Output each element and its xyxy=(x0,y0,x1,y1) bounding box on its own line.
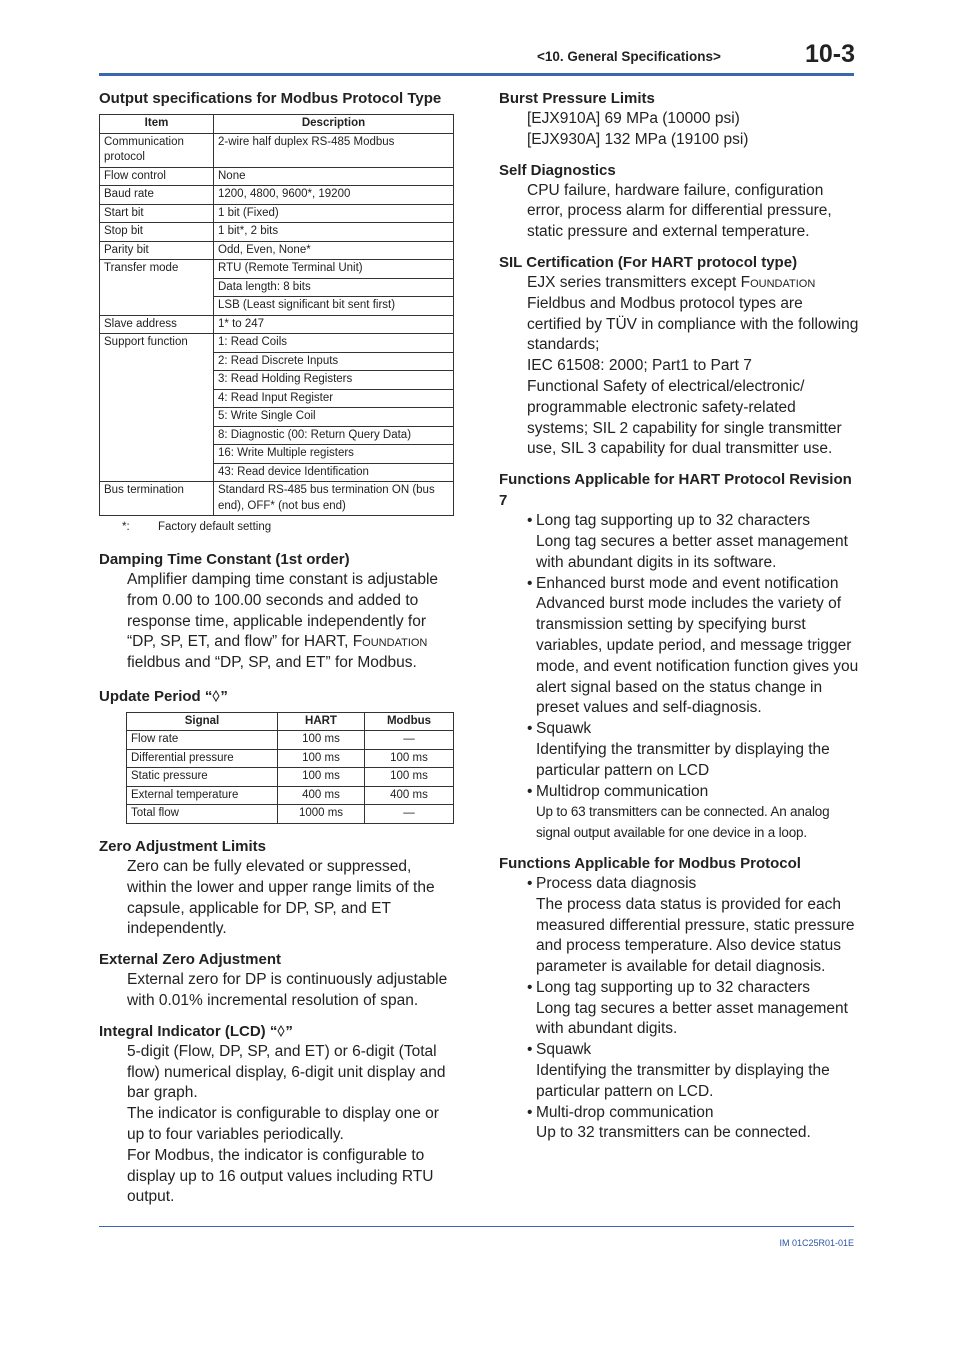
table-row xyxy=(127,786,454,805)
list-item-title: • Multidrop communication xyxy=(499,782,859,803)
sil-section xyxy=(499,252,859,460)
list-item-text: Identifying the transmitter by displaying the particular pattern on LCD. xyxy=(536,1062,830,1100)
col-modbus-header: Modbus xyxy=(365,712,454,731)
zero-limits-section xyxy=(99,836,455,940)
list-item-text: Long tag secures a better asset management with abundant digits in its software. xyxy=(536,532,848,571)
external-zero-heading: External Zero Adjustment xyxy=(99,951,281,969)
table-row xyxy=(100,260,454,279)
list-item-text: Long tag secures a better asset management with abundant digits. xyxy=(536,999,848,1038)
table-row xyxy=(127,731,454,750)
signal-cell: Differential pressure xyxy=(127,749,278,768)
description-cell: None xyxy=(214,167,454,186)
modbus-output-heading: Output specifications for Modbus Protocol Type xyxy=(99,90,442,107)
table-row xyxy=(100,186,454,205)
col-description-header: Description xyxy=(214,115,454,134)
description-cell: 1200, 4800, 9600*, 19200 xyxy=(214,186,454,205)
update-period-section xyxy=(99,686,455,824)
bullet-icon: • xyxy=(527,574,533,592)
burst-line-2: [EJX930A] 132 MPa (19100 psi) xyxy=(527,130,749,148)
description-cell: Data length: 8 bits xyxy=(214,278,454,297)
signal-cell: Total flow xyxy=(127,805,278,824)
header-divider xyxy=(99,73,854,76)
indicator-heading: Integral Indicator (LCD) “ ” xyxy=(99,1022,293,1040)
modbus-functions-section xyxy=(499,853,859,1144)
description-cell: 2: Read Discrete Inputs xyxy=(214,352,454,371)
description-cell: Odd, Even, None* xyxy=(214,241,454,260)
self-diagnostics-heading: Self Diagnostics xyxy=(499,161,616,179)
modbus-cell: 100 ms xyxy=(365,749,454,768)
update-period-heading: Update Period “ ” xyxy=(99,687,228,705)
right-column xyxy=(499,88,859,1153)
col-item-header: Item xyxy=(100,115,214,134)
self-diagnostics-section xyxy=(499,160,859,243)
table-row xyxy=(100,223,454,242)
description-cell: 1* to 247 xyxy=(214,315,454,334)
description-cell: 16: Write Multiple registers xyxy=(214,445,454,464)
description-cell: 3: Read Holding Registers xyxy=(214,371,454,390)
sil-text-1: EJX series transmitters except Foundation Fieldbus and Modbus protocol types are certified by TÜV in compliance with the following standards; xyxy=(527,273,859,354)
indicator-text-3: For Modbus, the indicator is configurable to display up to 16 output values including RTU output. xyxy=(127,1146,434,1206)
table-row xyxy=(127,805,454,824)
item-cell: Flow control xyxy=(100,167,214,186)
modbus-cell: 400 ms xyxy=(365,786,454,805)
description-cell: 1 bit (Fixed) xyxy=(214,204,454,223)
table-row xyxy=(100,315,454,334)
burst-line-1: [EJX910A] 69 MPa (10000 psi) xyxy=(527,110,740,127)
table-footnote xyxy=(99,519,455,535)
table-row xyxy=(100,133,454,167)
table-row xyxy=(100,241,454,260)
signal-cell: External temperature xyxy=(127,786,278,805)
list-item-title: • Process data diagnosis xyxy=(499,874,859,895)
hart-cell: 100 ms xyxy=(278,768,365,787)
description-cell: Standard RS-485 bus termination ON (bus end), OFF* (not bus end) xyxy=(214,482,454,516)
description-cell: 1: Read Coils xyxy=(214,334,454,353)
bullet-icon: • xyxy=(527,1041,533,1059)
external-zero-section xyxy=(99,949,455,1012)
table-row xyxy=(100,482,454,516)
description-cell: 8: Diagnostic (00: Return Query Data) xyxy=(214,426,454,445)
description-cell: 5: Write Single Coil xyxy=(214,408,454,427)
item-cell: Support function xyxy=(100,334,214,482)
description-cell: 1 bit*, 2 bits xyxy=(214,223,454,242)
item-cell: Start bit xyxy=(100,204,214,223)
item-cell: Transfer mode xyxy=(100,260,214,316)
page-number: 10-3 xyxy=(804,40,855,68)
header-section-title: <10. General Specifications> xyxy=(537,49,721,64)
bullet-icon: • xyxy=(527,782,533,800)
damping-section xyxy=(99,549,455,674)
indicator-text-1: 5-digit (Flow, DP, SP, and ET) or 6-digit (Total flow) numerical display, 6-digit unit display and bar graph. xyxy=(127,1042,446,1102)
footer-divider xyxy=(99,1226,854,1227)
document-id: IM 01C25R01-01E xyxy=(779,1238,854,1248)
signal-cell: Flow rate xyxy=(127,731,278,750)
table-row xyxy=(127,768,454,787)
col-signal-header: Signal xyxy=(127,712,278,731)
list-item-title: • Multi-drop communication xyxy=(499,1103,859,1124)
description-cell: 4: Read Input Register xyxy=(214,389,454,408)
bullet-icon: • xyxy=(527,720,533,738)
list-item-text: Identifying the transmitter by displaying the particular pattern on LCD xyxy=(536,740,830,779)
footnote-mark: *: xyxy=(122,521,130,533)
hart-cell: 100 ms xyxy=(278,749,365,768)
hart-cell: 1000 ms xyxy=(278,805,365,824)
modbus-output-table-body xyxy=(100,133,454,516)
update-period-table-body xyxy=(127,731,454,824)
description-cell: LSB (Least significant bit sent first) xyxy=(214,297,454,316)
list-item-text: Advanced burst mode includes the variety of transmission setting by specifying burst variables, update period, and message trigger mode, and event notification function gives you alert signal based on the status change in preset values and self-diagnosis. xyxy=(536,595,859,717)
external-zero-text: External zero for DP is continuously adjustable with 0.01% incremental resolution of span. xyxy=(127,971,448,1009)
self-diagnostics-text: CPU failure, hardware failure, configuration error, process alarm for differential pressure, static pressure and external temperature. xyxy=(527,181,832,241)
hart-functions-heading: Functions Applicable for HART Protocol Revision 7 xyxy=(499,471,852,510)
table-row xyxy=(127,749,454,768)
item-cell: Baud rate xyxy=(100,186,214,205)
list-item-title: • Squawk xyxy=(499,719,859,740)
list-item-title: • Long tag supporting up to 32 characters xyxy=(499,511,859,532)
modbus-functions-list xyxy=(499,874,859,1144)
list-item-title: • Enhanced burst mode and event notification xyxy=(499,574,859,595)
item-cell: Parity bit xyxy=(100,241,214,260)
sil-heading: SIL Certification (For HART protocol type) xyxy=(499,253,798,271)
modbus-output-table xyxy=(99,114,454,516)
list-item-text: The process data status is provided for each measured differential pressure, static pressure and process temperature. Also device status parameter is available for detail diagnosis. xyxy=(536,895,855,976)
table-row xyxy=(100,204,454,223)
col-hart-header: HART xyxy=(278,712,365,731)
modbus-cell: — xyxy=(365,731,454,750)
burst-heading: Burst Pressure Limits xyxy=(499,90,655,107)
table-row xyxy=(100,167,454,186)
left-column xyxy=(99,88,455,1217)
sil-text-3: Functional Safety of electrical/electronic/ programmable electronic safety-related systems; SIL 2 capability for single transmitter use, SIL 3 capability for dual transmitter use. xyxy=(527,377,842,458)
item-cell: Stop bit xyxy=(100,223,214,242)
sil-text-2: IEC 61508: 2000; Part1 to Part 7 xyxy=(527,357,752,375)
modbus-cell: 100 ms xyxy=(365,768,454,787)
description-cell: RTU (Remote Terminal Unit) xyxy=(214,260,454,279)
bullet-icon: • xyxy=(527,874,533,892)
hart-cell: 100 ms xyxy=(278,731,365,750)
zero-limits-text: Zero can be fully elevated or suppressed, within the lower and upper range limits of the capsule, applicable for DP, SP, and ET independently. xyxy=(127,857,435,938)
damping-heading: Damping Time Constant (1st order) xyxy=(99,551,350,568)
description-cell: 43: Read device Identification xyxy=(214,463,454,482)
hart-cell: 400 ms xyxy=(278,786,365,805)
list-item-title: • Squawk xyxy=(499,1040,859,1061)
burst-section xyxy=(499,88,859,151)
item-cell: Communication protocol xyxy=(100,133,214,167)
indicator-text-2: The indicator is configurable to display one or up to four variables periodically. xyxy=(127,1105,439,1143)
bullet-icon: • xyxy=(527,1103,533,1121)
list-item-text: Up to 63 transmitters can be connected. An analog signal output available for one device in a loop. xyxy=(536,804,830,841)
update-period-table xyxy=(126,712,454,824)
damping-text: Amplifier damping time constant is adjustable from 0.00 to 100.00 seconds and added to response time, applicable independently for “DP, SP, ET, and flow” for HART, Foundation fieldbus and “DP, SP, and ET” for Modbus. xyxy=(127,571,439,672)
zero-limits-heading: Zero Adjustment Limits xyxy=(99,837,266,855)
table-row xyxy=(100,334,454,353)
description-cell: 2-wire half duplex RS-485 Modbus xyxy=(214,133,454,167)
bullet-icon: • xyxy=(527,978,533,996)
modbus-functions-heading: Functions Applicable for Modbus Protocol xyxy=(499,854,801,872)
hart-functions-list xyxy=(499,511,859,844)
list-item-text: Up to 32 transmitters can be connected. xyxy=(536,1124,811,1142)
hart-functions-section xyxy=(499,469,859,844)
signal-cell: Static pressure xyxy=(127,768,278,787)
item-cell: Bus termination xyxy=(100,482,214,516)
footnote-text: Factory default setting xyxy=(158,521,272,533)
modbus-cell: — xyxy=(365,805,454,824)
indicator-section xyxy=(99,1021,455,1208)
bullet-icon: • xyxy=(527,512,533,530)
list-item-title: • Long tag supporting up to 32 characters xyxy=(499,978,859,999)
item-cell: Slave address xyxy=(100,315,214,334)
